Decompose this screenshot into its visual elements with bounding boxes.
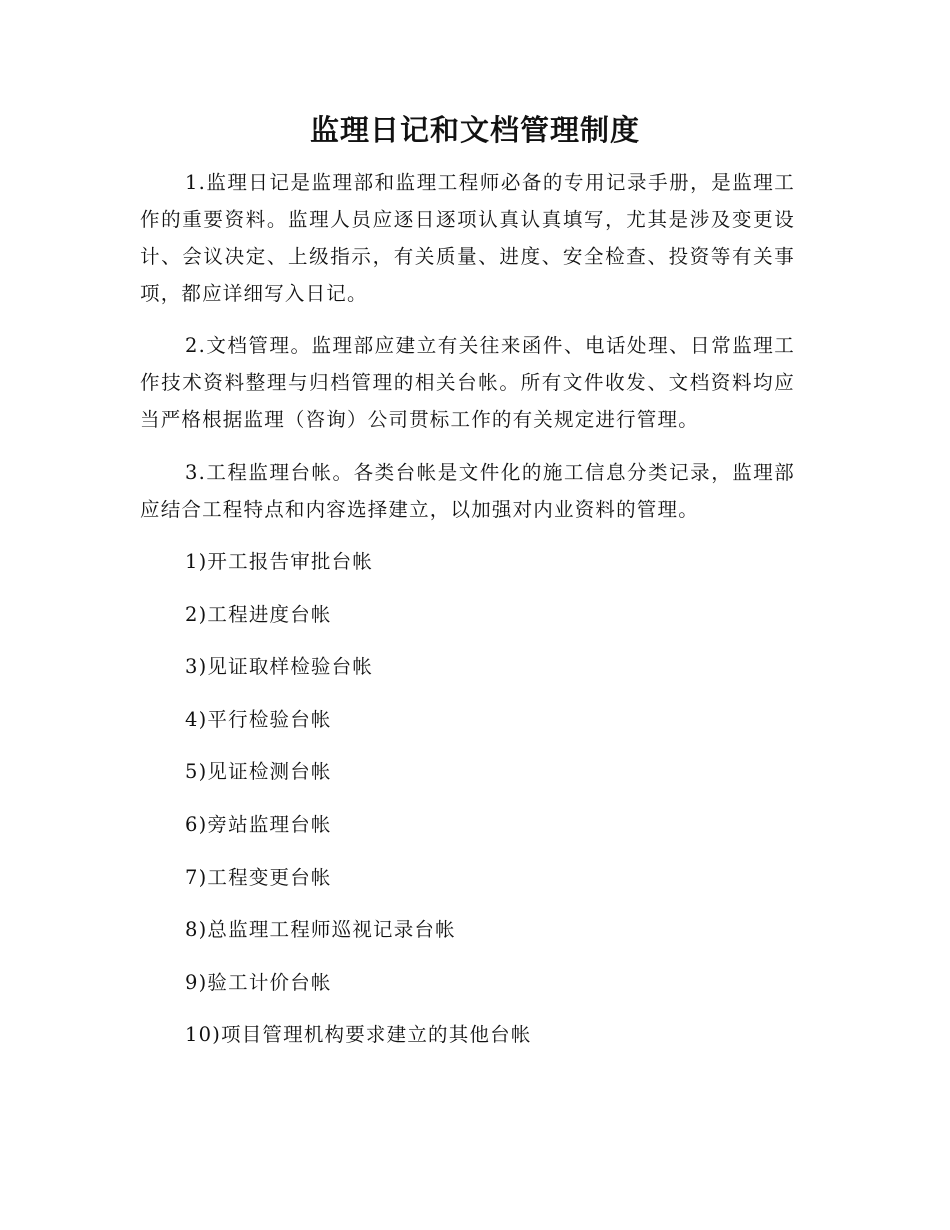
ledger-item: 10)项目管理机构要求建立的其他台帐 [185, 1023, 532, 1046]
ledger-item: 6)旁站监理台帐 [185, 813, 332, 836]
ledger-item: 3)见证取样检验台帐 [185, 655, 374, 678]
ledger-item: 8)总监理工程师巡视记录台帐 [185, 918, 456, 941]
ledger-item: 1)开工报告审批台帐 [185, 550, 374, 573]
ledger-item: 2)工程进度台帐 [185, 603, 332, 626]
ledger-item: 4)平行检验台帐 [185, 708, 332, 731]
document-title: 监理日记和文档管理制度 [309, 113, 640, 147]
ledger-item: 9)验工计价台帐 [185, 971, 332, 994]
paragraph-ledgers: 3.工程监理台帐。各类台帐是文件化的施工信息分类记录，监理部应结合工程特点和内容选择建立，以加强对内业资料的管理。 [140, 461, 795, 521]
paragraph-document-management: 2.文档管理。监理部应建立有关往来函件、电话处理、日常监理工作技术资料整理与归档管理的相关台帐。所有文件收发、文档资料均应当严格根据监理（咨询）公司贯标工作的有关规定进行管理。 [140, 334, 795, 431]
ledger-item: 7)工程变更台帐 [185, 866, 332, 889]
ledger-item: 5)见证检测台帐 [185, 760, 332, 783]
paragraph-diary: 1.监理日记是监理部和监理工程师必备的专用记录手册，是监理工作的重要资料。监理人员应逐日逐项认真认真填写，尤其是涉及变更设计、会议决定、上级指示，有关质量、进度、安全检查、投资等有关事项，都应详细写入日记。 [140, 171, 795, 305]
